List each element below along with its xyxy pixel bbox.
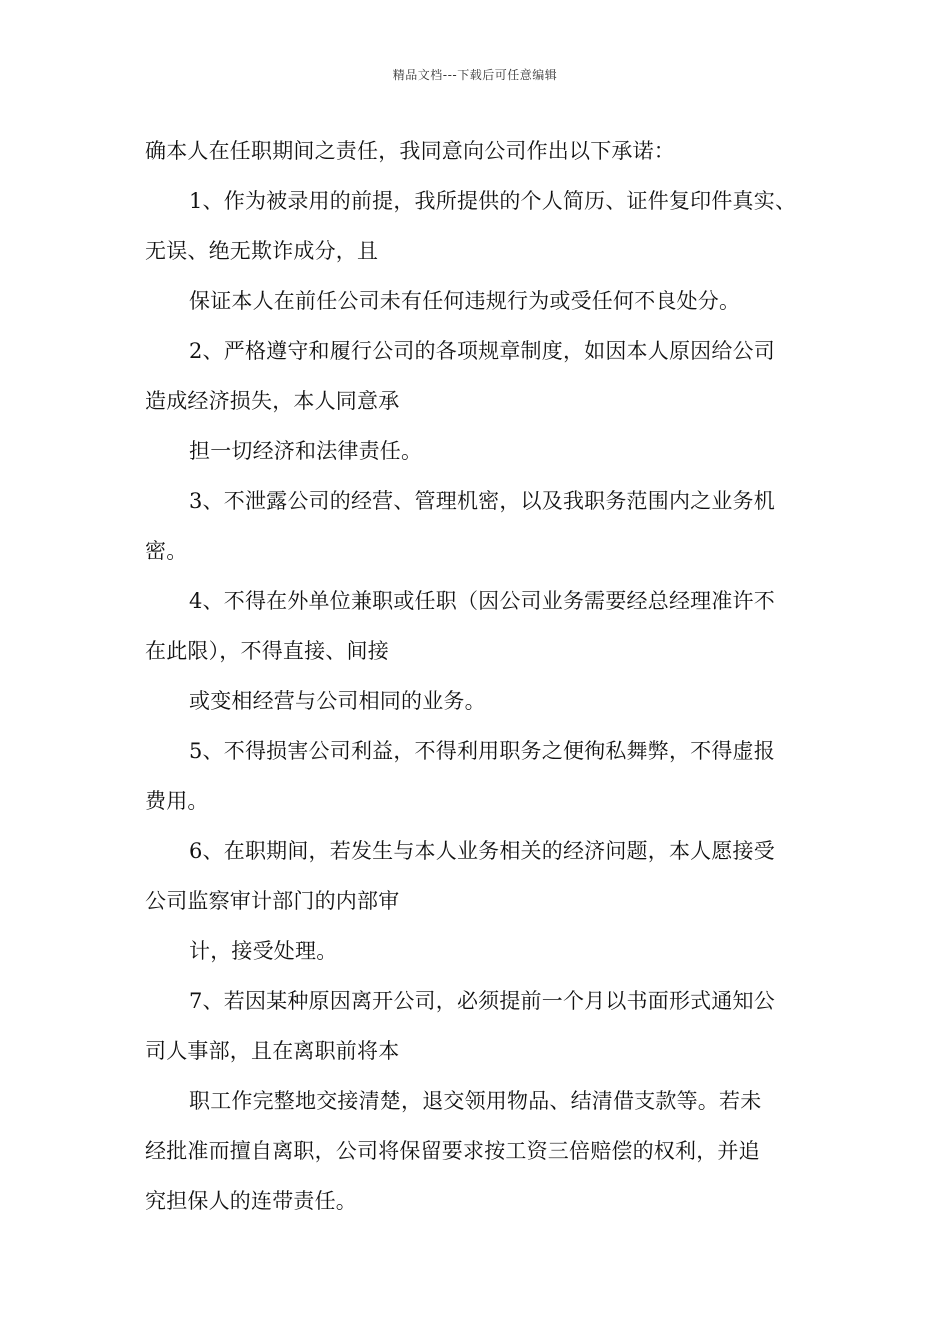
- text-line: 经批准而擅自离职，公司将保留要求按工资三倍赔偿的权利，并追: [145, 1139, 760, 1163]
- text-line: 在此限），不得直接、间接: [145, 639, 389, 663]
- document-body: [145, 126, 810, 1226]
- page-header: 精品文档---下载后可任意编辑: [392, 68, 558, 82]
- text-line: 费用。: [145, 789, 209, 813]
- text-line: 7、若因某种原因离开公司，必须提前一个月以书面形式通知公: [189, 989, 775, 1013]
- text-line: 保证本人在前任公司未有任何违规行为或受任何不良处分。: [189, 289, 741, 313]
- text-line: 6、在职期间，若发生与本人业务相关的经济问题，本人愿接受: [189, 839, 775, 863]
- text-line: 职工作完整地交接清楚，退交领用物品、结清借支款等。若未: [189, 1089, 762, 1113]
- text-line: 司人事部，且在离职前将本: [145, 1039, 400, 1063]
- text-line: 4、不得在外单位兼职或任职（因公司业务需要经总经理准许不: [189, 589, 775, 613]
- text-line: 确本人在任职期间之责任，我同意向公司作出以下承诺：: [145, 139, 675, 163]
- text-line: 2、严格遵守和履行公司的各项规章制度，如因本人原因给公司: [189, 339, 775, 363]
- text-line: 造成经济损失，本人同意承: [145, 389, 400, 413]
- text-line: 5、不得损害公司利益，不得利用职务之便徇私舞弊，不得虚报: [189, 739, 775, 763]
- text-line: 无误、绝无欺诈成分，且: [145, 239, 379, 263]
- text-line: 3、不泄露公司的经营、管理机密，以及我职务范围内之业务机: [189, 489, 775, 513]
- text-line: 公司监察审计部门的内部审: [145, 889, 400, 913]
- text-line: 究担保人的连带责任。: [145, 1189, 357, 1213]
- text-line: 计，接受处理。: [189, 939, 338, 963]
- text-line: 1、作为被录用的前提，我所提供的个人简历、证件复印件真实、: [189, 189, 797, 213]
- text-line: 或变相经营与公司相同的业务。: [189, 689, 486, 713]
- text-line: 担一切经济和法律责任。: [189, 439, 423, 463]
- text-line: 密。: [145, 539, 188, 563]
